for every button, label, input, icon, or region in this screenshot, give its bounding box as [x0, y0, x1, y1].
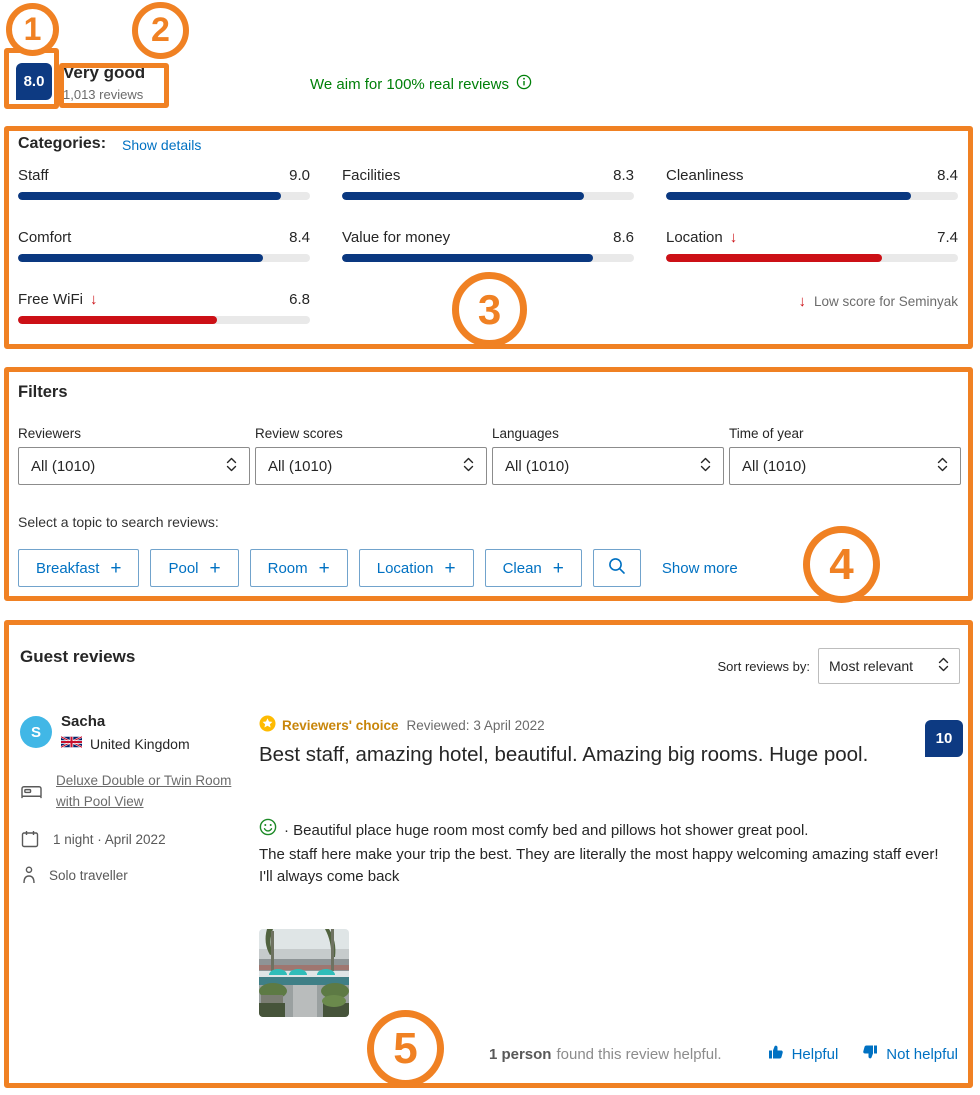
review-title: Best staff, amazing hotel, beautiful. Amazing big rooms. Huge pool. — [259, 743, 869, 766]
search-icon — [607, 556, 627, 581]
helpful-button[interactable] — [768, 1044, 839, 1064]
filter-value: All (1010) — [505, 457, 570, 475]
plus-icon: + — [209, 557, 221, 579]
traveller-text: Solo traveller — [49, 867, 128, 883]
plus-icon: + — [318, 557, 330, 579]
calendar-icon — [20, 829, 40, 849]
reviews-count: 1,013 reviews — [63, 87, 144, 102]
bed-icon — [20, 770, 43, 812]
room-link[interactable]: Deluxe Double or Twin Room with Pool View — [56, 773, 232, 809]
category-score: 8.6 — [613, 229, 634, 246]
category-bar-fill — [342, 254, 593, 262]
category-item — [18, 291, 310, 324]
annotation-circle-1: 1 — [6, 3, 59, 56]
plus-icon: + — [110, 557, 122, 579]
category-bar-fill — [18, 316, 217, 324]
search-topic-button[interactable] — [593, 549, 641, 587]
chevron-updown-icon — [938, 657, 949, 675]
review-positive-line — [259, 818, 959, 844]
stay-text: 1 night · April 2022 — [53, 831, 166, 847]
category-head — [666, 229, 958, 246]
category-score: 8.3 — [613, 167, 634, 184]
overall-score-badge: 8.0 — [16, 63, 52, 100]
reviewer-name: Sacha — [61, 713, 106, 730]
category-item — [342, 167, 634, 200]
helpful-row — [489, 1044, 958, 1064]
category-label: Location — [666, 229, 723, 246]
plus-icon: + — [552, 557, 564, 579]
filter-group — [18, 426, 250, 485]
room-meta — [20, 770, 236, 812]
category-head — [18, 291, 310, 308]
category-bar-track — [666, 192, 958, 200]
not-helpful-button[interactable] — [862, 1044, 958, 1064]
rating-label: Very good — [63, 63, 146, 82]
trust-text: We aim for 100% real reviews — [310, 75, 509, 93]
chevron-updown-icon — [700, 457, 711, 476]
sort-control — [718, 648, 960, 684]
category-label: Cleanliness — [666, 167, 744, 184]
country-name: United Kingdom — [90, 735, 190, 752]
thumbs-down-icon — [862, 1044, 878, 1064]
category-item — [342, 229, 634, 262]
topic-chip-label: Room — [267, 559, 308, 577]
avatar: S — [20, 716, 52, 748]
category-bar-track — [342, 254, 634, 262]
topic-chips-row — [18, 549, 738, 587]
category-bar-fill — [342, 192, 584, 200]
topic-chip[interactable] — [150, 549, 238, 587]
category-label: Free WiFi — [18, 291, 83, 308]
annotation-circle-3: 3 — [452, 272, 527, 347]
filter-dropdown[interactable] — [255, 447, 487, 485]
chevron-updown-icon — [463, 457, 474, 476]
filter-group — [729, 426, 961, 485]
category-label: Value for money — [342, 229, 451, 246]
topic-chip-label: Location — [376, 559, 434, 577]
category-bar-fill — [18, 192, 281, 200]
filter-dropdown[interactable] — [18, 447, 250, 485]
category-head — [342, 167, 634, 184]
show-details-link[interactable]: Show details — [122, 137, 202, 153]
category-label: Staff — [18, 167, 49, 184]
topic-prompt: Select a topic to search reviews: — [18, 514, 219, 530]
plus-icon: + — [444, 557, 456, 579]
uk-flag-icon — [61, 735, 82, 752]
review-photo-thumbnail[interactable] — [259, 929, 349, 1017]
topic-chip-label: Breakfast — [36, 559, 100, 577]
reviewer-country — [61, 735, 190, 752]
body-text-1: · Beautiful place huge room most comfy bed and pillows hot shower great pool. — [284, 821, 809, 839]
category-item — [18, 167, 310, 200]
filter-group — [255, 426, 487, 485]
body-text-2: The staff here make your trip the best. They are literally the most happy welcoming amazing staff ever! — [259, 845, 939, 863]
annotation-circle-2: 2 — [132, 2, 189, 59]
category-bar-track — [18, 192, 310, 200]
trust-message — [310, 74, 532, 94]
filters-title: Filters — [18, 383, 68, 401]
filter-value: All (1010) — [268, 457, 333, 475]
categories-title: Categories: — [18, 135, 107, 152]
low-score-note — [798, 293, 958, 310]
category-label: Facilities — [342, 167, 401, 184]
topic-chip[interactable] — [359, 549, 474, 587]
sort-dropdown[interactable] — [818, 648, 960, 684]
body-text-3: I'll always come back — [259, 868, 400, 885]
category-head — [18, 167, 310, 184]
filter-label: Reviewers — [18, 426, 82, 441]
category-score: 7.4 — [937, 229, 958, 246]
filter-value: All (1010) — [31, 457, 96, 475]
category-bar-fill — [666, 254, 882, 262]
review-score-badge: 10 — [925, 720, 963, 757]
category-bar-fill — [18, 254, 263, 262]
category-head — [666, 167, 958, 184]
topic-chip[interactable] — [18, 549, 139, 587]
helpful-text: found this review helpful. — [556, 1045, 722, 1063]
annotation-circle-4: 4 — [803, 526, 880, 603]
annotation-circle-5: 5 — [367, 1010, 444, 1087]
category-bar-track — [18, 316, 310, 324]
not-helpful-button-label: Not helpful — [886, 1045, 958, 1063]
filter-dropdown[interactable] — [729, 447, 961, 485]
category-item — [18, 229, 310, 262]
filter-label: Time of year — [729, 426, 804, 441]
filter-label: Review scores — [255, 426, 343, 441]
category-head — [18, 229, 310, 246]
topic-chip-label: Pool — [168, 559, 199, 577]
filter-value: All (1010) — [742, 457, 807, 475]
filter-group — [492, 426, 724, 485]
sort-label: Sort reviews by: — [717, 658, 810, 674]
category-bar-track — [342, 192, 634, 200]
category-score: 6.8 — [289, 291, 310, 308]
reviewers-choice-label: Reviewers' choice — [282, 717, 399, 733]
thumbs-up-icon — [768, 1044, 784, 1064]
category-item — [666, 167, 958, 200]
info-icon[interactable] — [516, 74, 532, 94]
category-label: Comfort — [18, 229, 72, 246]
review-body — [259, 818, 959, 889]
guest-reviews-title: Guest reviews — [20, 647, 136, 666]
category-item — [666, 229, 958, 262]
stay-meta — [20, 829, 166, 849]
helpful-button-label: Helpful — [791, 1045, 839, 1063]
down-arrow-icon: ↓ — [798, 293, 806, 310]
low-score-text: Low score for Seminyak — [813, 294, 958, 309]
category-bar-fill — [666, 192, 911, 200]
sort-value: Most relevant — [829, 658, 914, 674]
topic-chip-label: Clean — [502, 559, 542, 577]
reviewed-date: Reviewed: 3 April 2022 — [406, 717, 545, 733]
category-bar-track — [18, 254, 310, 262]
person-icon — [22, 866, 36, 884]
filter-label: Languages — [492, 426, 559, 441]
show-more-link[interactable]: Show more — [661, 559, 738, 577]
category-head — [342, 229, 634, 246]
category-score: 8.4 — [937, 167, 958, 184]
chevron-updown-icon — [937, 457, 948, 476]
category-bar-track — [666, 254, 958, 262]
category-score: 8.4 — [289, 229, 310, 246]
reviewers-choice-star-icon — [259, 715, 276, 735]
filter-dropdown[interactable] — [492, 447, 724, 485]
review-header-row — [259, 715, 545, 735]
helpful-count: 1 person — [488, 1045, 552, 1063]
traveller-meta — [22, 866, 128, 884]
category-down-arrow-icon: ↓ — [729, 229, 738, 246]
chevron-updown-icon — [226, 457, 237, 476]
topic-chip[interactable] — [485, 549, 582, 587]
topic-chip[interactable] — [250, 549, 348, 587]
category-down-arrow-icon: ↓ — [90, 291, 98, 308]
smiley-icon — [259, 818, 277, 844]
filter-dropdowns — [18, 426, 961, 485]
category-score: 9.0 — [289, 167, 310, 184]
